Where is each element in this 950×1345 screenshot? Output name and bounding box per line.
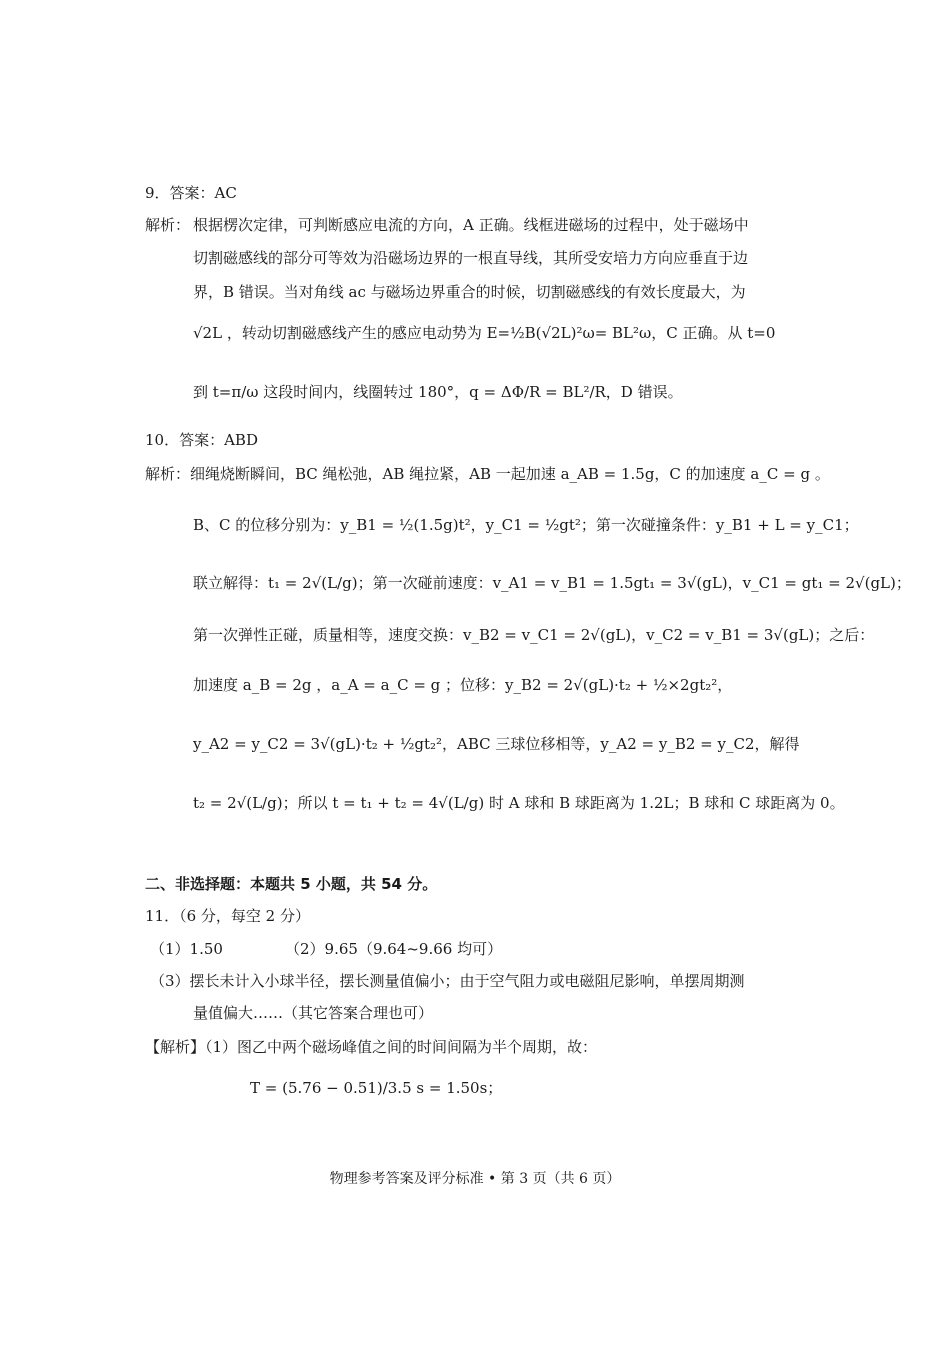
q10-line-2: B、C 的位移分别为：y_B1 = ½(1.5g)t²，y_C1 = ½gt²；第一次碰撞条件：y_B1 + L = y_C1； — [193, 516, 859, 534]
q9-heading: 9．答案：AC — [145, 184, 237, 202]
q9-line-4: √2L ，转动切割磁感线产生的感应电动势为 E=½B(√2L)²ω= BL²ω，C 正确。从 t=0 — [193, 324, 776, 342]
q10-line-4: 第一次弹性正碰，质量相等，速度交换：v_B2 = v_C1 = 2√(gL)，v_C2 = v_B1 = 3√(gL)；之后： — [193, 626, 875, 644]
page-footer: 物理参考答案及评分标准 • 第 3 页（共 6 页） — [329, 1171, 621, 1187]
q10-line-3: 联立解得：t₁ = 2√(L/g)；第一次碰前速度：v_A1 = v_B1 = 1.5gt₁ = 3√(gL)，v_C1 = gt₁ = 2√(gL)； — [193, 574, 911, 592]
q11-analysis: 【解析】（1）图乙中两个磁场峰值之间的时间间隔为半个周期，故： — [145, 1038, 598, 1056]
q9-analysis-label: 解析： — [145, 216, 191, 234]
q9-line-1: 根据楞次定律，可判断感应电流的方向，A 正确。线框进磁场的过程中，处于磁场中 — [193, 216, 749, 234]
q11-answer-1: （1）1.50 — [150, 940, 223, 958]
q10-line-7: t₂ = 2√(L/g)；所以 t = t₁ + t₂ = 4√(L/g) 时 A 球和 B 球距离为 1.2L；B 球和 C 球距离为 0。 — [193, 794, 845, 812]
q9-line-2: 切割磁感线的部分可等效为沿磁场边界的一根直导线，其所受安培力方向应垂直于边 — [193, 249, 749, 267]
q11-answer-3-line-2: 量值偏大……（其它答案合理也可） — [193, 1004, 434, 1022]
q10-line-5: 加速度 a_B = 2g ，a_A = a_C = g ；位移：y_B2 = 2√(gL)·t₂ + ½×2gt₂²， — [193, 676, 733, 694]
q10-line-6: y_A2 = y_C2 = 3√(gL)·t₂ + ½gt₂²，ABC 三球位移相等，y_A2 = y_B2 = y_C2，解得 — [193, 735, 800, 753]
q9-line-5: 到 t=π/ω 这段时间内，线圈转过 180°，q = ΔΦ/R = BL²/R，D 错误。 — [193, 383, 683, 401]
section-2-heading: 二、非选择题：本题共 5 小题，共 54 分。 — [145, 875, 438, 893]
q11-heading: 11．（6 分，每空 2 分） — [145, 907, 310, 925]
q11-answer-2: （2）9.65（9.64~9.66 均可） — [285, 940, 503, 958]
q11-formula: T = (5.76 − 0.51)/3.5 s = 1.50s； — [250, 1079, 503, 1097]
q9-line-3: 界，B 错误。当对角线 ac 与磁场边界重合的时候，切割磁感线的有效长度最大，为 — [193, 283, 746, 301]
q11-answer-3-line-1: （3）摆长未计入小球半径，摆长测量值偏小；由于空气阻力或电磁阻尼影响，单摆周期测 — [150, 972, 745, 990]
q10-line-1: 解析：细绳烧断瞬间，BC 绳松弛，AB 绳拉紧，AB 一起加速 a_AB = 1.5g，C 的加速度 a_C = g 。 — [145, 465, 830, 483]
q10-heading: 10．答案：ABD — [145, 431, 258, 449]
